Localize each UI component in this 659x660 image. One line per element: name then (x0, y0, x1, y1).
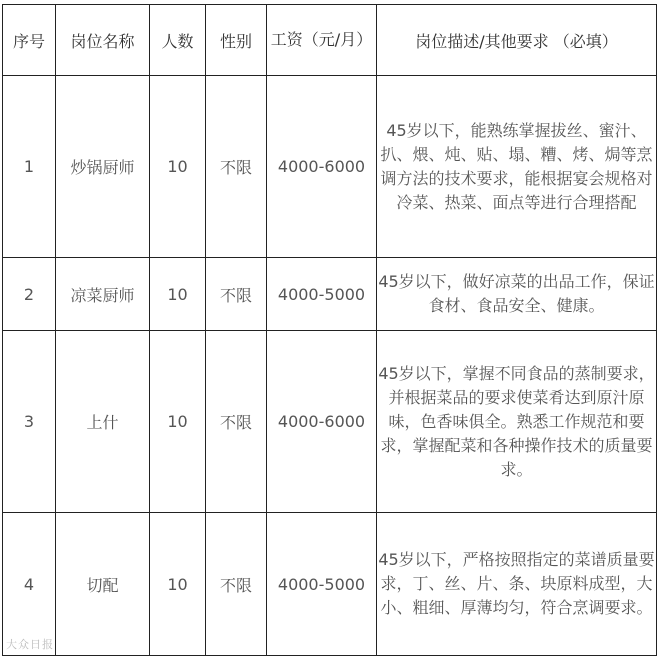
watermark: 大众日报 (6, 638, 54, 651)
header-gender: 性别 (206, 5, 267, 76)
cell-desc: 45岁以下，能熟练掌握拔丝、蜜汁、扒、煨、炖、贴、塌、糟、烤、焗等烹调方法的技术要求，能根据宴会规格对冷菜、热菜、面点等进行合理搭配 (377, 76, 657, 258)
header-count: 人数 (150, 5, 206, 76)
header-desc: 岗位描述/其他要求 （必填） (377, 5, 657, 76)
table-row (3, 76, 657, 258)
cell-count: 10 (150, 513, 206, 656)
cell-salary: 4000-6000 (267, 76, 377, 258)
cell-title: 凉菜厨师 (56, 258, 150, 331)
cell-desc: 45岁以下，严格按照指定的菜谱质量要求，丁、丝、片、条、块原料成型，大小、粗细、厚薄均匀，符合烹调要求。 (377, 513, 657, 656)
table-row (3, 331, 657, 513)
table-row (3, 513, 657, 656)
cell-gender: 不限 (206, 513, 267, 656)
header-no: 序号 (3, 5, 56, 76)
header-title: 岗位名称 (56, 5, 150, 76)
cell-count: 10 (150, 258, 206, 331)
cell-title: 炒锅厨师 (56, 76, 150, 258)
cell-salary: 4000-5000 (267, 513, 377, 656)
cell-no: 1 (3, 76, 56, 258)
cell-salary: 4000-5000 (267, 258, 377, 331)
table-row (3, 258, 657, 331)
cell-title: 上什 (56, 331, 150, 513)
cell-desc: 45岁以下，掌握不同食品的蒸制要求，并根据菜品的要求使菜肴达到原汁原味，色香味俱全。熟悉工作规范和要求，掌握配菜和各种操作技术的质量要求。 (377, 331, 657, 513)
cell-no: 4 (3, 513, 56, 656)
cell-gender: 不限 (206, 331, 267, 513)
cell-no: 2 (3, 258, 56, 331)
cell-gender: 不限 (206, 76, 267, 258)
cell-no: 3 (3, 331, 56, 513)
header-salary: 工资（元/月） (267, 5, 377, 76)
cell-desc: 45岁以下，做好凉菜的出品工作，保证食材、食品安全、健康。 (377, 258, 657, 331)
job-table (2, 4, 657, 656)
cell-count: 10 (150, 76, 206, 258)
table-header-row (3, 5, 657, 76)
cell-count: 10 (150, 331, 206, 513)
cell-title: 切配 (56, 513, 150, 656)
cell-salary: 4000-6000 (267, 331, 377, 513)
cell-gender: 不限 (206, 258, 267, 331)
